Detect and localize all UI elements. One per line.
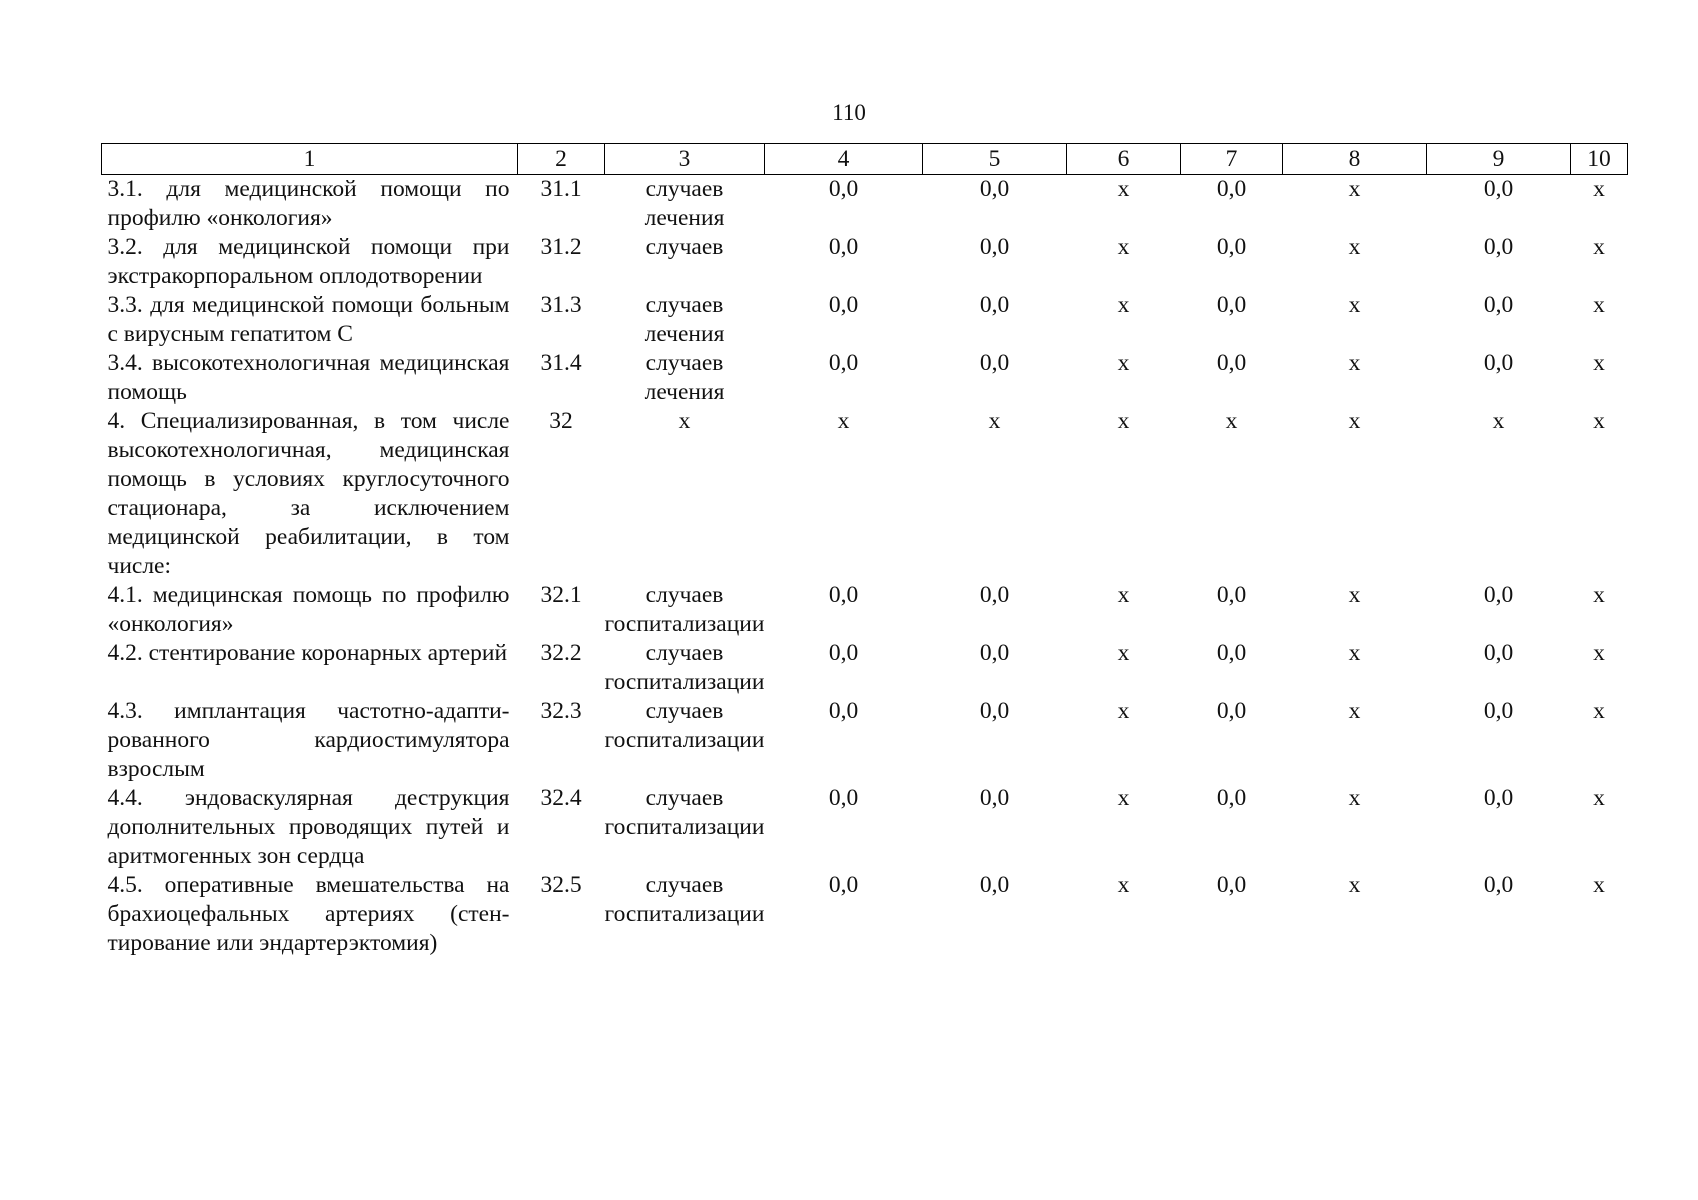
page-number: 110 <box>832 100 866 125</box>
row-value-10: х <box>1593 698 1605 724</box>
table-row <box>102 784 1628 871</box>
row-value-5: 0,0 <box>979 785 1010 811</box>
row-value-9: 0,0 <box>1483 292 1514 318</box>
row-value-8: х <box>1348 640 1361 666</box>
header-cell-8: 8 <box>1283 144 1427 175</box>
table-row <box>102 175 1628 234</box>
row-value-10: х <box>1593 292 1605 318</box>
row-value-6: х <box>1117 785 1130 811</box>
row-code: 31.3 <box>540 292 582 318</box>
table-row <box>102 291 1628 349</box>
row-value-5: 0,0 <box>979 698 1010 724</box>
row-value-10: х <box>1593 582 1605 608</box>
row-value-8: х <box>1348 176 1361 202</box>
row-value-7: х <box>1225 408 1238 434</box>
row-value-10: х <box>1593 350 1605 376</box>
row-value-8: х <box>1348 582 1361 608</box>
row-value-7: 0,0 <box>1216 785 1247 811</box>
row-code: 32.2 <box>540 640 582 666</box>
row-value-4: х <box>837 408 850 434</box>
row-value-6: х <box>1117 292 1130 318</box>
table-row <box>102 581 1628 639</box>
row-code: 32.5 <box>540 872 582 898</box>
row-unit: случаев <box>645 234 724 260</box>
row-unit: случаев лечения <box>644 350 725 405</box>
header-row <box>102 144 1628 175</box>
row-name: 4.2. стентирование коронарных артерий <box>107 640 508 666</box>
row-name: 3.2. для медицинской помощи при экстракорпоральном оплодотворении <box>107 234 510 289</box>
row-value-4: 0,0 <box>828 785 859 811</box>
row-value-8: х <box>1348 408 1361 434</box>
row-value-4: 0,0 <box>828 350 859 376</box>
row-value-7: 0,0 <box>1216 350 1247 376</box>
row-value-4: 0,0 <box>828 872 859 898</box>
row-value-6: х <box>1117 176 1130 202</box>
table-row <box>102 871 1628 958</box>
row-unit: случаев госпитализации <box>604 582 765 637</box>
row-value-7: 0,0 <box>1216 640 1247 666</box>
row-value-8: х <box>1348 292 1361 318</box>
row-value-5: 0,0 <box>979 350 1010 376</box>
header-cell-7: 7 <box>1181 144 1283 175</box>
row-value-5: 0,0 <box>979 872 1010 898</box>
row-name: 4.3. имплантация частотно-адаптированного кардиостимулятора взрослым <box>107 698 510 782</box>
row-name: 3.3. для медицинской помощи больным с вирусным гепатитом С <box>107 292 510 347</box>
row-value-6: х <box>1117 582 1130 608</box>
table-row <box>102 407 1628 581</box>
row-name: 4. Специализированная, в том числе высокотехнологичная, медицинская помощь в условиях круглосуточного стационара, за исключением медицинской реабилитации, в том числе: <box>107 408 510 579</box>
header-cell-10: 10 <box>1571 144 1628 175</box>
row-unit: случаев госпитализации <box>604 785 765 840</box>
row-unit: случаев лечения <box>644 292 725 347</box>
row-value-6: х <box>1117 234 1130 260</box>
row-value-5: 0,0 <box>979 292 1010 318</box>
header-cell-4: 4 <box>765 144 923 175</box>
table-body <box>102 175 1628 959</box>
row-value-10: х <box>1593 785 1605 811</box>
header-cell-9: 9 <box>1427 144 1571 175</box>
row-value-9: 0,0 <box>1483 640 1514 666</box>
row-value-5: 0,0 <box>979 640 1010 666</box>
row-value-8: х <box>1348 872 1361 898</box>
data-table <box>101 143 1628 958</box>
row-value-6: х <box>1117 350 1130 376</box>
row-value-6: х <box>1117 640 1130 666</box>
row-code: 31.4 <box>540 350 582 376</box>
row-value-9: 0,0 <box>1483 234 1514 260</box>
header-cell-6: 6 <box>1067 144 1181 175</box>
row-value-7: 0,0 <box>1216 292 1247 318</box>
row-code: 32.4 <box>540 785 582 811</box>
row-value-5: 0,0 <box>979 582 1010 608</box>
row-value-10: х <box>1593 872 1605 898</box>
row-value-10: х <box>1593 408 1605 434</box>
row-value-4: 0,0 <box>828 698 859 724</box>
row-value-10: х <box>1593 234 1605 260</box>
row-value-5: х <box>988 408 1001 434</box>
row-value-6: х <box>1117 872 1130 898</box>
row-name: 4.4. эндоваскулярная деструкция дополнительных проводящих путей и аритмогенных зон сердца <box>107 785 510 869</box>
row-value-8: х <box>1348 234 1361 260</box>
row-value-4: 0,0 <box>828 176 859 202</box>
table-row <box>102 349 1628 407</box>
row-value-9: х <box>1492 408 1505 434</box>
row-code: 32 <box>549 408 573 434</box>
row-name: 3.1. для медицинской помощи по профилю «онкология» <box>107 176 510 231</box>
row-value-9: 0,0 <box>1483 785 1514 811</box>
table-row <box>102 233 1628 291</box>
table-row <box>102 697 1628 784</box>
row-value-5: 0,0 <box>979 234 1010 260</box>
header-cell-5: 5 <box>923 144 1067 175</box>
header-cell-1: 1 <box>102 144 518 175</box>
row-value-9: 0,0 <box>1483 582 1514 608</box>
row-value-9: 0,0 <box>1483 872 1514 898</box>
row-unit: случаев госпитализации <box>604 640 765 695</box>
row-value-8: х <box>1348 698 1361 724</box>
row-value-9: 0,0 <box>1483 176 1514 202</box>
row-name: 4.1. медицинская помощь по профилю «онкология» <box>107 582 510 637</box>
row-code: 31.1 <box>540 176 582 202</box>
row-value-7: 0,0 <box>1216 872 1247 898</box>
row-value-7: 0,0 <box>1216 698 1247 724</box>
row-value-4: 0,0 <box>828 640 859 666</box>
row-value-6: х <box>1117 698 1130 724</box>
row-name: 4.5. оперативные вмешательства на брахиоцефальных артериях (стентирование или эндартерэктомия) <box>107 872 510 956</box>
row-value-10: х <box>1593 640 1605 666</box>
row-name: 3.4. высокотехнологичная медицинская помощь <box>107 350 510 405</box>
row-value-5: 0,0 <box>979 176 1010 202</box>
row-value-7: 0,0 <box>1216 176 1247 202</box>
row-value-6: х <box>1117 408 1130 434</box>
row-value-4: 0,0 <box>828 582 859 608</box>
row-value-7: 0,0 <box>1216 582 1247 608</box>
row-value-8: х <box>1348 350 1361 376</box>
row-value-9: 0,0 <box>1483 350 1514 376</box>
table-row <box>102 639 1628 697</box>
table-header <box>102 144 1628 175</box>
row-value-10: х <box>1593 176 1605 202</box>
row-value-9: 0,0 <box>1483 698 1514 724</box>
row-unit: случаев госпитализации <box>604 698 765 753</box>
row-unit: случаев лечения <box>644 176 725 231</box>
row-code: 32.3 <box>540 698 582 724</box>
header-cell-2: 2 <box>518 144 605 175</box>
row-value-4: 0,0 <box>828 234 859 260</box>
row-code: 32.1 <box>540 582 582 608</box>
row-code: 31.2 <box>540 234 582 260</box>
row-value-7: 0,0 <box>1216 234 1247 260</box>
row-value-8: х <box>1348 785 1361 811</box>
row-value-4: 0,0 <box>828 292 859 318</box>
row-unit: х <box>678 408 691 434</box>
header-cell-3: 3 <box>605 144 765 175</box>
row-unit: случаев госпитализации <box>604 872 765 927</box>
